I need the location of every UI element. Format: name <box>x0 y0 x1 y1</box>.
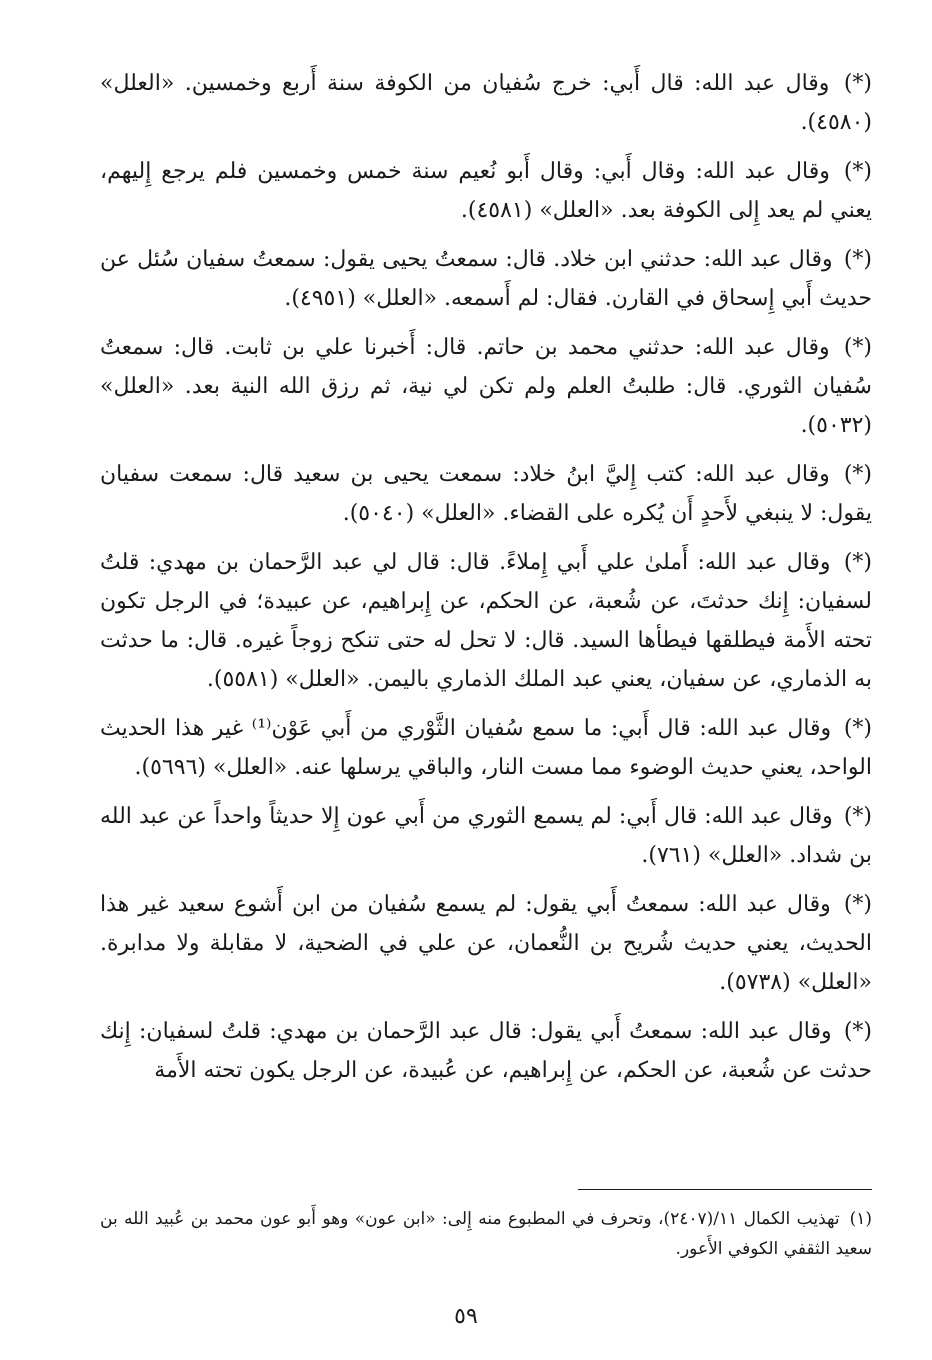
entry-text: وقال عبد الله: قال أَبي: خرج سُفيان من الكوفة سنة أَربع وخمسين. «العلل» (٤٥٨٠). <box>100 71 872 135</box>
entry-7 <box>100 709 872 787</box>
entry-text: وقال عبد الله: حدثني ابن خلاد. قال: سمعتُ يحيى يقول: سمعتُ سفيان سُئل عن حديث أَبي إِسحاق في القارن. فقال: لم أَسمعه. «العلل» (٤٩٥١). <box>100 247 872 311</box>
entry-6 <box>100 543 872 699</box>
footnote-divider <box>578 1189 872 1190</box>
entry-marker: (*) <box>843 804 873 829</box>
footnote-number: (١) <box>849 1209 872 1229</box>
entry-marker: (*) <box>843 247 873 272</box>
main-text <box>100 64 872 1100</box>
entry-9 <box>100 885 872 1002</box>
entry-2 <box>100 152 872 230</box>
entry-marker: (*) <box>843 335 872 360</box>
entry-marker: (*) <box>843 159 873 184</box>
entry-1 <box>100 64 872 142</box>
entry-marker: (*) <box>843 550 873 575</box>
entry-5 <box>100 455 872 533</box>
entry-8 <box>100 797 872 875</box>
entry-text: وقال عبد الله: حدثني محمد بن حاتم. قال: أَخبرنا علي بن ثابت. قال: سمعتُ سُفيان الثوري. قال: طلبتُ العلم ولم تكن لي نية، ثم رزق الله النية بعد. «العلل» (٥٠٣٢). <box>100 335 872 438</box>
entry-3 <box>100 240 872 318</box>
entry-text: وقال عبد الله: قال أَبي: ما سمع سُفيان الثَّوْري من أَبي عَوْن⁽¹⁾ غير هذا الحديث الواحد، يعني حديث الوضوء مما مست النار، والباقي يرسلها عنه. «العلل» (٥٦٩٦). <box>100 716 872 780</box>
footnote-1 <box>100 1204 872 1264</box>
entry-text: وقال عبد الله: سمعتُ أَبي يقول: قال عبد الرَّحمان بن مهدي: قلتُ لسفيان: إِنك حدثت عن شُعبة، عن الحكم، عن إِبراهيم، عن عُبيدة، عن الرجل يكون تحته الأَمة <box>100 1019 872 1083</box>
entry-marker: (*) <box>843 1019 872 1044</box>
page-number: ٥٩ <box>454 1304 478 1329</box>
entry-marker: (*) <box>843 716 873 741</box>
entry-text: وقال عبد الله: كتب إِليَّ ابنُ خلاد: سمعت يحيى بن سعيد قال: سمعت سفيان يقول: لا ينبغي لأَحدٍ أَن يُكره على القضاء. «العلل» (٥٠٤٠). <box>100 462 872 526</box>
entry-text: وقال عبد الله: سمعتُ أَبي يقول: لم يسمع سُفيان من ابن أَشوع سعيد غير هذا الحديث، يعني حديث شُريح بن النُّعمان، عن علي في الضحية، لا مقابلة ولا مدابرة. «العلل» (٥٧٣٨). <box>100 892 872 995</box>
entry-text: وقال عبد الله: قال أَبي: لم يسمع الثوري من أَبي عون إِلا حديثاً واحداً عن عبد الله بن شداد. «العلل» (٧٦١). <box>100 804 872 868</box>
footnote-text: تهذيب الكمال ١١/(٢٤٠٧)، وتحرف في المطبوع منه إِلى: «ابن عون» وهو أَبو عون محمد بن عُبيد الله بن سعيد الثقفي الكوفي الأَعور. <box>100 1209 872 1259</box>
entry-4 <box>100 328 872 445</box>
entry-text: وقال عبد الله: وقال أَبي: وقال أَبو نُعيم سنة خمس وخمسين فلم يرجع إِليهم، يعني لم يعد إِلى الكوفة بعد. «العلل» (٤٥٨١). <box>100 159 872 223</box>
footnotes <box>100 1204 872 1264</box>
entry-10 <box>100 1012 872 1090</box>
entry-marker: (*) <box>843 71 873 96</box>
entry-marker: (*) <box>843 462 872 487</box>
entry-marker: (*) <box>843 892 873 917</box>
entry-text: وقال عبد الله: أَملىٰ علي أَبي إِملاءً. قال: قال لي عبد الرَّحمان بن مهدي: قلتُ لسفيان: إِنك حدثتَ، عن شُعبة، عن الحكم، عن إِبراهيم، عن عبيدة؛ في الرجل تكون تحته الأَمة فيطلقها فيطأها السيد. قال: لا تحل له حتى تنكح زوجاً غيره. قال: ما حدثت به الذماري، عن سفيان، يعني عبد الملك الذماري باليمن. «العلل» (٥٥٨١). <box>100 550 872 692</box>
